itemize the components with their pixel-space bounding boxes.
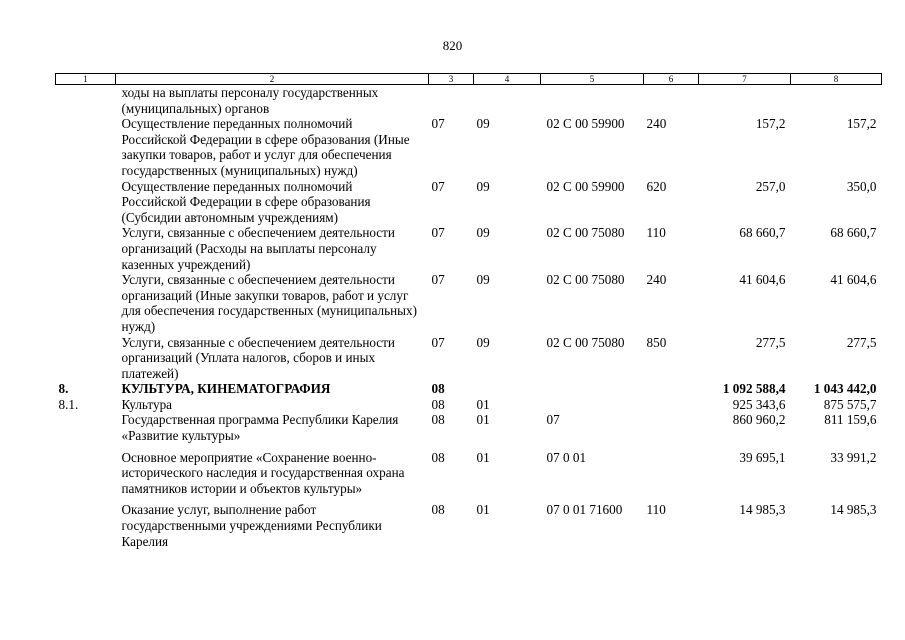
section-cell: 07 — [431, 272, 445, 288]
column-header-5: 5 — [541, 74, 644, 85]
target-article-cell — [541, 381, 644, 397]
amount-year-1-cell: 277,5 — [755, 334, 786, 350]
expense-type-cell: 110 — [646, 502, 666, 518]
section-cell: 07 — [431, 225, 445, 241]
row-number-cell — [56, 179, 116, 226]
amount-year-1-cell — [699, 85, 791, 117]
amount-year-1-cell: 68 660,7 — [739, 225, 786, 241]
amount-year-2-cell: 41 604,6 — [830, 272, 877, 288]
table-row — [56, 444, 882, 497]
expense-type-cell: 850 — [646, 334, 667, 350]
table-row — [56, 225, 882, 272]
amount-year-1-cell: 14 985,3 — [739, 502, 786, 518]
subsection-cell: 09 — [476, 178, 490, 194]
table-row — [56, 85, 882, 117]
column-header-4: 4 — [474, 74, 541, 85]
amount-year-1-cell: 39 695,1 — [739, 449, 786, 465]
column-header-2: 2 — [116, 74, 429, 85]
section-cell: 08 — [431, 381, 445, 397]
table-body — [56, 85, 882, 550]
expense-name-cell: Государственная программа Республики Карелия «Развитие культуры» — [121, 412, 399, 444]
expense-name-cell: Основное мероприятие «Сохранение военно-исторического наследия и государственная охрана памятников истории и объектов культуры» — [121, 449, 405, 496]
subsection-cell: 01 — [476, 502, 490, 518]
table-row — [56, 496, 882, 549]
page-number: 820 — [442, 38, 463, 53]
amount-year-1-cell: 1 092 588,4 — [722, 381, 786, 397]
expense-type-cell — [644, 412, 699, 443]
subsection-cell: 09 — [476, 225, 490, 241]
expense-name-cell: Осуществление переданных полномочий Российской Федерации в сфере образования (Иные закупки товаров, работ и услуг для обеспечения государственных (муниципальных) нужд) — [121, 116, 410, 178]
budget-table — [55, 73, 882, 549]
amount-year-2-cell: 350,0 — [846, 178, 877, 194]
amount-year-2-cell: 68 660,7 — [830, 225, 877, 241]
amount-year-2-cell: 33 991,2 — [830, 449, 877, 465]
column-header-3: 3 — [429, 74, 474, 85]
target-article-cell: 02 С 00 75080 — [546, 272, 625, 288]
target-article-cell: 02 С 00 75080 — [546, 334, 625, 350]
expense-type-cell: 240 — [646, 116, 667, 132]
table-row — [56, 272, 882, 334]
expense-name-cell: Услуги, связанные с обеспечением деятельности организаций (Иные закупки товаров, работ и услуг для обеспечения государственных (муниципальных) нужд) — [121, 272, 418, 334]
column-header-7: 7 — [699, 74, 791, 85]
row-number-cell: 8.1. — [58, 396, 79, 412]
expense-type-cell — [644, 397, 699, 413]
expense-type-cell — [644, 85, 699, 117]
column-header-1: 1 — [56, 74, 116, 85]
column-header-6: 6 — [644, 74, 699, 85]
target-article-cell — [541, 397, 644, 413]
table-row — [56, 397, 882, 413]
amount-year-1-cell: 157,2 — [755, 116, 786, 132]
expense-type-cell: 110 — [646, 225, 666, 241]
subsection-cell: 01 — [476, 449, 490, 465]
amount-year-2-cell: 277,5 — [846, 334, 877, 350]
target-article-cell: 02 С 00 75080 — [546, 225, 625, 241]
target-article-cell: 07 0 01 71600 — [546, 502, 623, 518]
expense-name-cell: ходы на выплаты персоналу государственных (муниципальных) органов — [121, 85, 379, 116]
subsection-cell: 01 — [476, 396, 490, 412]
target-article-cell — [541, 85, 644, 117]
expense-type-cell: 240 — [646, 272, 667, 288]
table-row — [56, 116, 882, 178]
section-cell: 08 — [431, 502, 445, 518]
amount-year-1-cell: 860 960,2 — [732, 412, 786, 428]
amount-year-1-cell: 257,0 — [755, 178, 786, 194]
row-number-cell — [56, 496, 116, 549]
row-number-cell — [56, 272, 116, 334]
section-cell: 08 — [431, 412, 445, 428]
column-header-8: 8 — [791, 74, 882, 85]
table-row — [56, 412, 882, 443]
section-cell — [429, 85, 474, 117]
column-number-header — [56, 74, 882, 85]
expense-name-cell: Услуги, связанные с обеспечением деятельности организаций (Уплата налогов, сборов и иных платежей) — [121, 334, 395, 381]
amount-year-2-cell: 157,2 — [846, 116, 877, 132]
expense-name-cell: Оказание услуг, выполнение работ государственными учреждениями Республики Карелия — [121, 502, 382, 549]
amount-year-2-cell — [791, 85, 882, 117]
row-number-cell: 8. — [58, 381, 69, 397]
expense-name-cell: Культура — [121, 396, 173, 412]
table-row — [56, 381, 882, 397]
section-cell: 07 — [431, 334, 445, 350]
subsection-cell — [474, 85, 541, 117]
subsection-cell: 01 — [476, 412, 490, 428]
amount-year-2-cell: 875 575,7 — [823, 396, 877, 412]
expense-name-cell: Осуществление переданных полномочий Российской Федерации в сфере образования (Субсидии автономным учреждениям) — [121, 178, 371, 225]
subsection-cell: 09 — [476, 272, 490, 288]
row-number-cell — [56, 444, 116, 497]
row-number-cell — [56, 225, 116, 272]
section-cell: 07 — [431, 178, 445, 194]
table-row — [56, 335, 882, 382]
row-number-cell — [56, 85, 116, 117]
amount-year-2-cell: 811 159,6 — [824, 412, 877, 428]
section-cell: 08 — [431, 449, 445, 465]
row-number-cell — [56, 335, 116, 382]
expense-name-cell: Услуги, связанные с обеспечением деятельности организаций (Расходы на выплаты персоналу казенных учреждений) — [121, 225, 395, 272]
subsection-cell: 09 — [476, 334, 490, 350]
target-article-cell: 02 С 00 59900 — [546, 178, 625, 194]
target-article-cell: 02 С 00 59900 — [546, 116, 625, 132]
expense-name-cell: КУЛЬТУРА, КИНЕМАТОГРАФИЯ — [121, 381, 331, 397]
expense-type-cell — [644, 381, 699, 397]
target-article-cell: 07 — [546, 412, 560, 428]
subsection-cell — [474, 381, 541, 397]
amount-year-1-cell: 925 343,6 — [732, 396, 786, 412]
amount-year-1-cell: 41 604,6 — [739, 272, 786, 288]
section-cell: 08 — [431, 396, 445, 412]
table-row — [56, 179, 882, 226]
row-number-cell — [56, 116, 116, 178]
expense-type-cell: 620 — [646, 178, 667, 194]
subsection-cell: 09 — [476, 116, 490, 132]
amount-year-2-cell: 1 043 442,0 — [813, 381, 877, 397]
target-article-cell: 07 0 01 — [546, 449, 587, 465]
amount-year-2-cell: 14 985,3 — [830, 502, 877, 518]
section-cell: 07 — [431, 116, 445, 132]
row-number-cell — [56, 412, 116, 443]
expense-type-cell — [644, 444, 699, 497]
